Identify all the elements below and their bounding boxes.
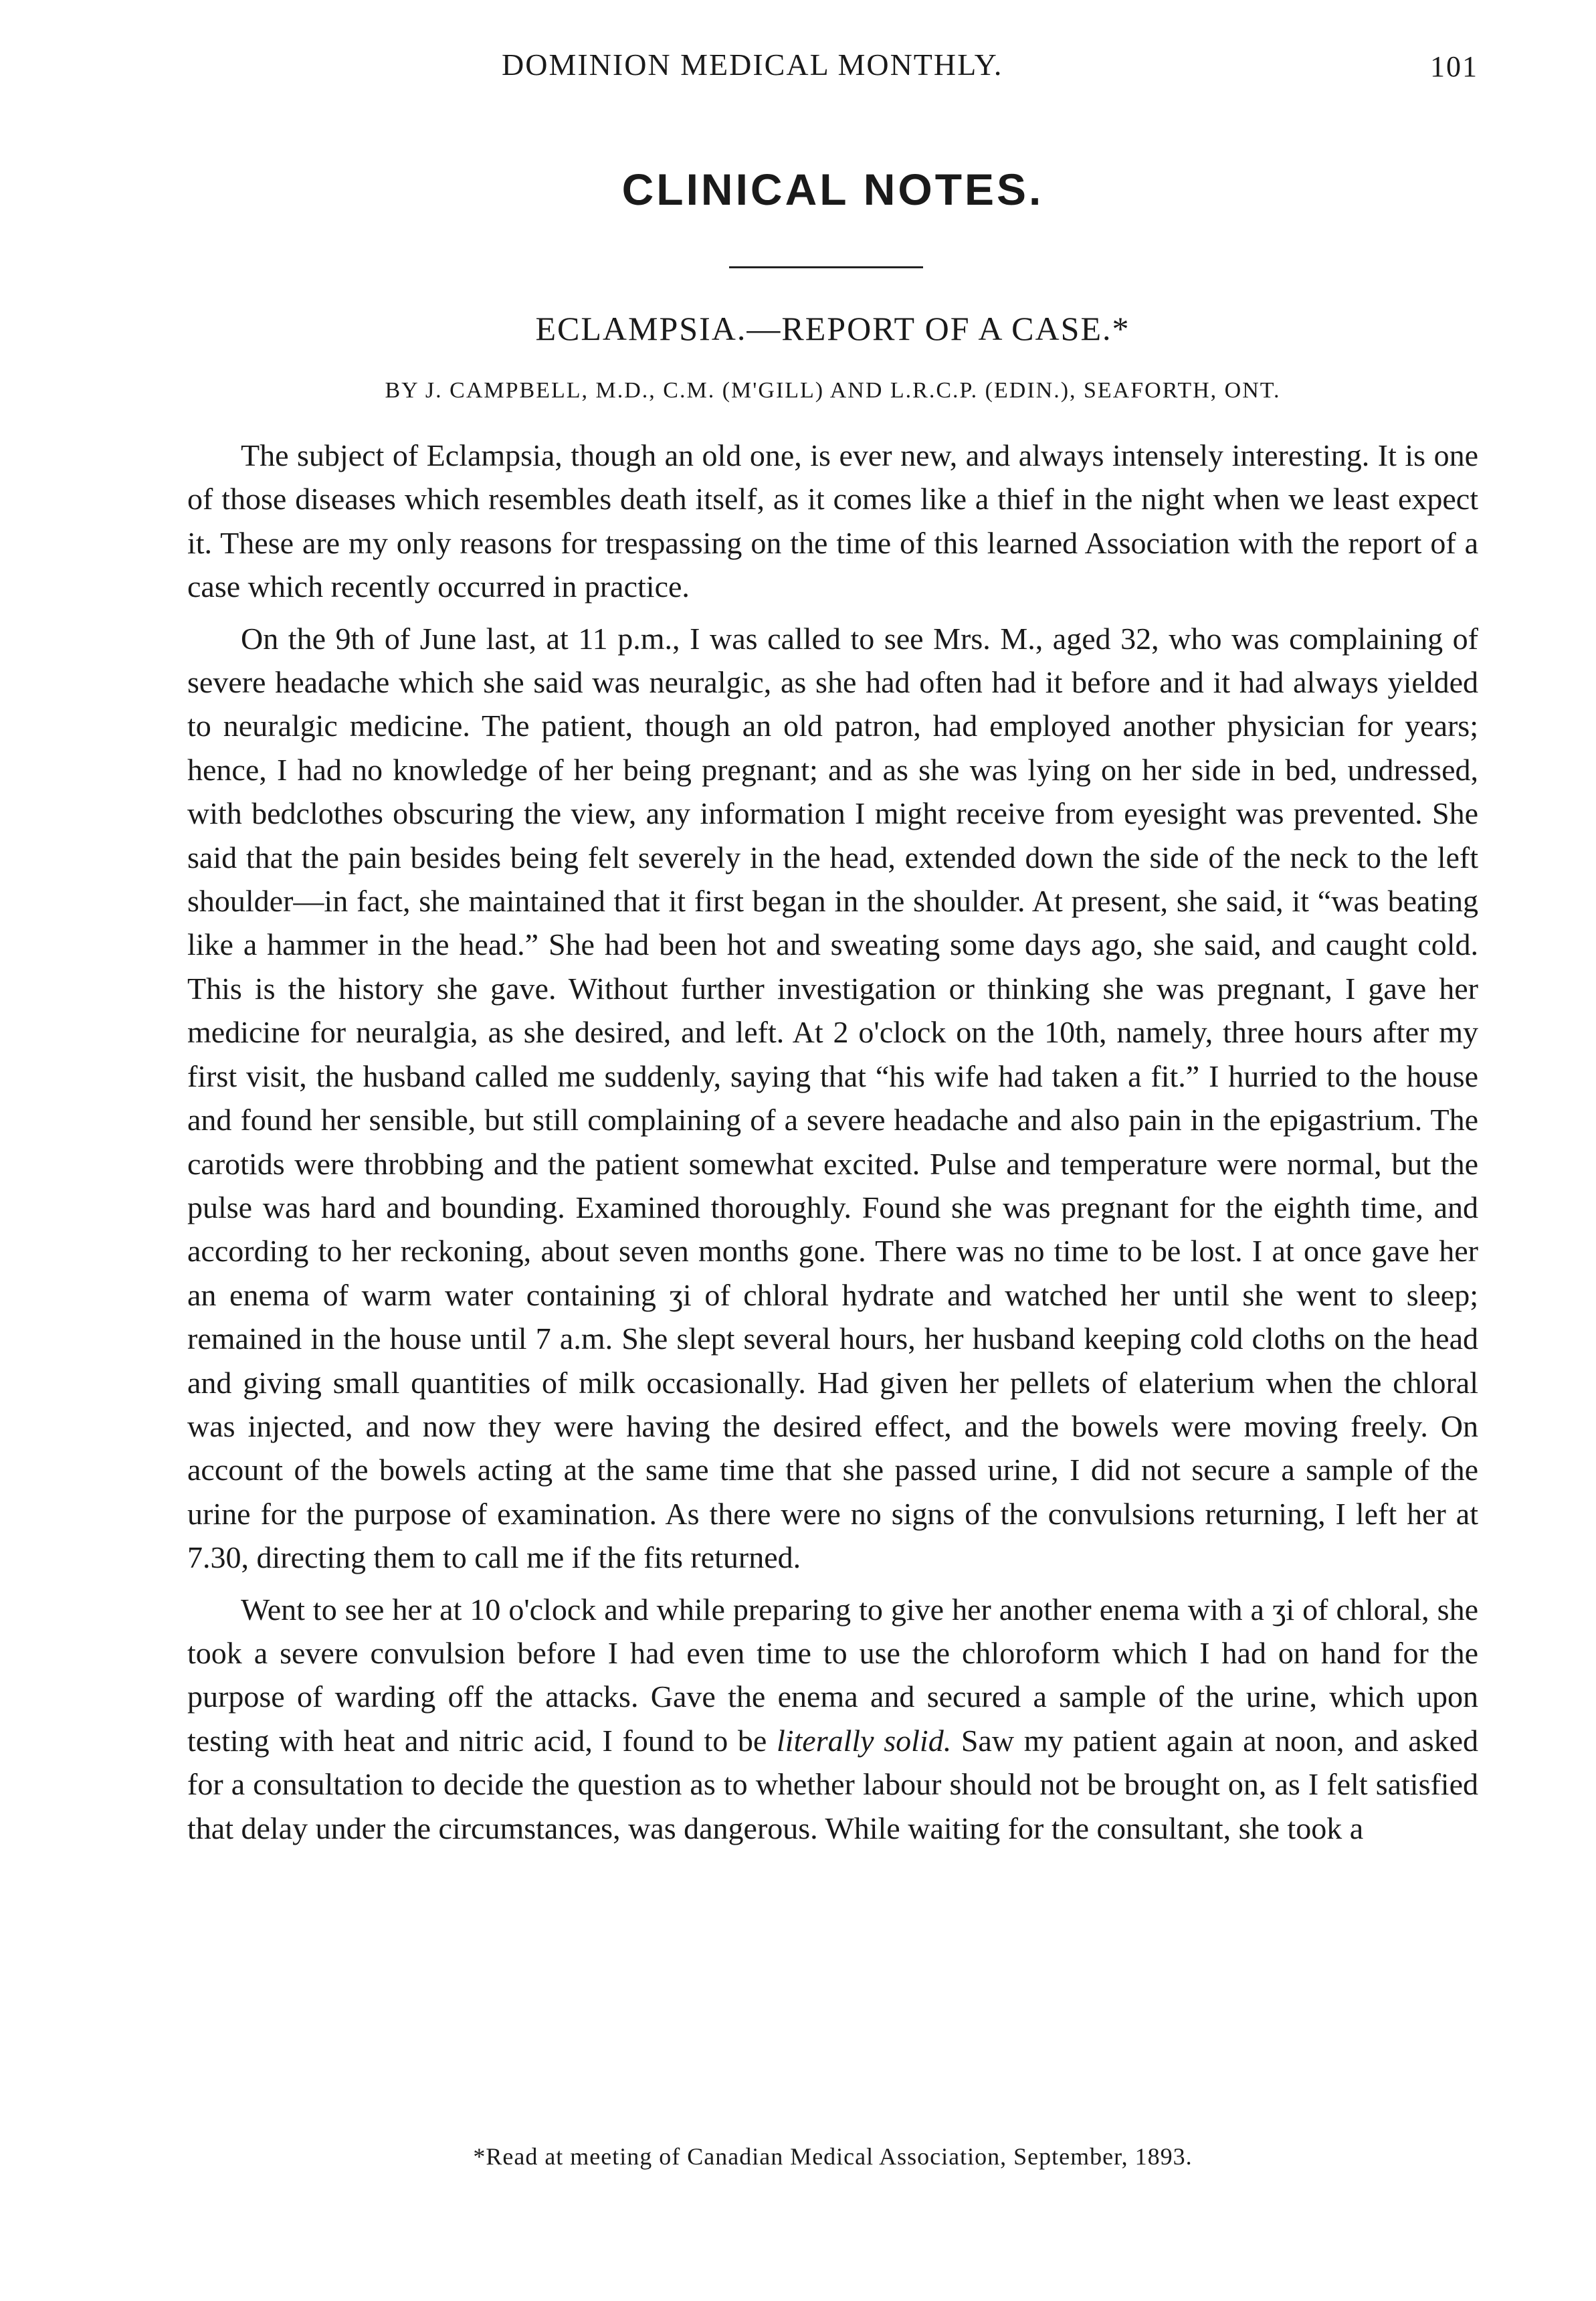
article-body	[187, 434, 1478, 1858]
paragraph-3-continuation: Saw my patient again at noon, and asked for a consultation to decide the question as to whether labour should not be brought on, as I felt satisfied that delay under the circumstances, was dangerous. While waiting for the consultant, she took a	[187, 1723, 1478, 1845]
title-rule	[729, 266, 923, 268]
running-head	[187, 47, 1478, 94]
paragraph-1: The subject of Eclampsia, though an old one, is ever new, and always intensely interesting. It is one of those diseases which resembles death itself, as it comes like a thief in the night when we least expect it. These are my only reasons for trespassing on the time of this learned Association with the report of a case which recently occurred in practice.	[187, 438, 1478, 604]
paragraph-2: On the 9th of June last, at 11 p.m., I was called to see Mrs. M., aged 32, who was complaining of severe headache which she said was neuralgic, as she had often had it before and it had always yielded to neuralgic medicine. The patient, though an old patron, had employed another physician for years; hence, I had no knowledge of her being pregnant; and as she was lying on her side in bed, undressed, with bedclothes obscuring the view, any information I might receive from eyesight was prevented. She said that the pain besides being felt severely in the head, extended down the side of the neck to the left shoulder—in fact, she maintained that it first began in the shoulder. At present, she said, it “was beating like a hammer in the head.” She had been hot and sweating some days ago, she said, and caught cold. This is the history she gave. Without further investigation or thinking she was pregnant, I gave her medicine for neuralgia, as she desired, and left. At 2 o'clock on the 10th, namely, three hours after my first visit, the husband called me suddenly, saying that “his wife had taken a fit.” I hurried to the house and found her sensible, but still complaining of a severe headache and also pain in the epigastrium. The carotids were throbbing and the patient somewhat excited. Pulse and temperature were normal, but the pulse was hard and bounding. Examined thoroughly. Found she was pregnant for the eighth time, and according to her reckoning, about seven months gone. There was no time to be lost. I at once gave her an enema of warm water containing ʒi of chloral hydrate and watched her until she went to sleep; remained in the house until 7 a.m. She slept several hours, her husband keeping cold cloths on the head and giving small quantities of milk occasionally. Had given her pellets of elaterium when the chloral was injected, and now they were having the desired effect, and the bowels were moving freely. On account of the bowels acting at the same time that she passed urine, I did not secure a sample of the urine for the purpose of examination. As there were no signs of the convulsions returning, I left her at 7.30, directing them to call me if the fits returned.	[187, 621, 1478, 1575]
journal-page	[187, 0, 1478, 2301]
page-number: 101	[1430, 50, 1478, 83]
author-byline: BY J. CAMPBELL, M.D., C.M. (M'GILL) AND L.R.C.P. (EDIN.), SEAFORTH, ONT.	[385, 378, 1281, 403]
paragraph-3-text: Went to see her at 10 o'clock and while preparing to give her another enema with a ʒi of chloral, she took a severe convulsion before I had even time to use the chloroform which I had on hand for the purpose of warding off the attacks. Gave the enema and secured a sample of the urine, which upon testing with heat and nitric acid, I found to be	[187, 1592, 1478, 1758]
section-title: CLINICAL NOTES.	[621, 165, 1044, 214]
article-title: ECLAMPSIA.—REPORT OF A CASE.*	[535, 310, 1130, 347]
footnote: *Read at meeting of Canadian Medical Association, September, 1893.	[473, 2143, 1193, 2170]
paragraph-3	[187, 1588, 1478, 1850]
journal-title: DOMINION MEDICAL MONTHLY.	[502, 48, 1003, 82]
emphasis-literally-solid: literally solid.	[776, 1723, 952, 1758]
